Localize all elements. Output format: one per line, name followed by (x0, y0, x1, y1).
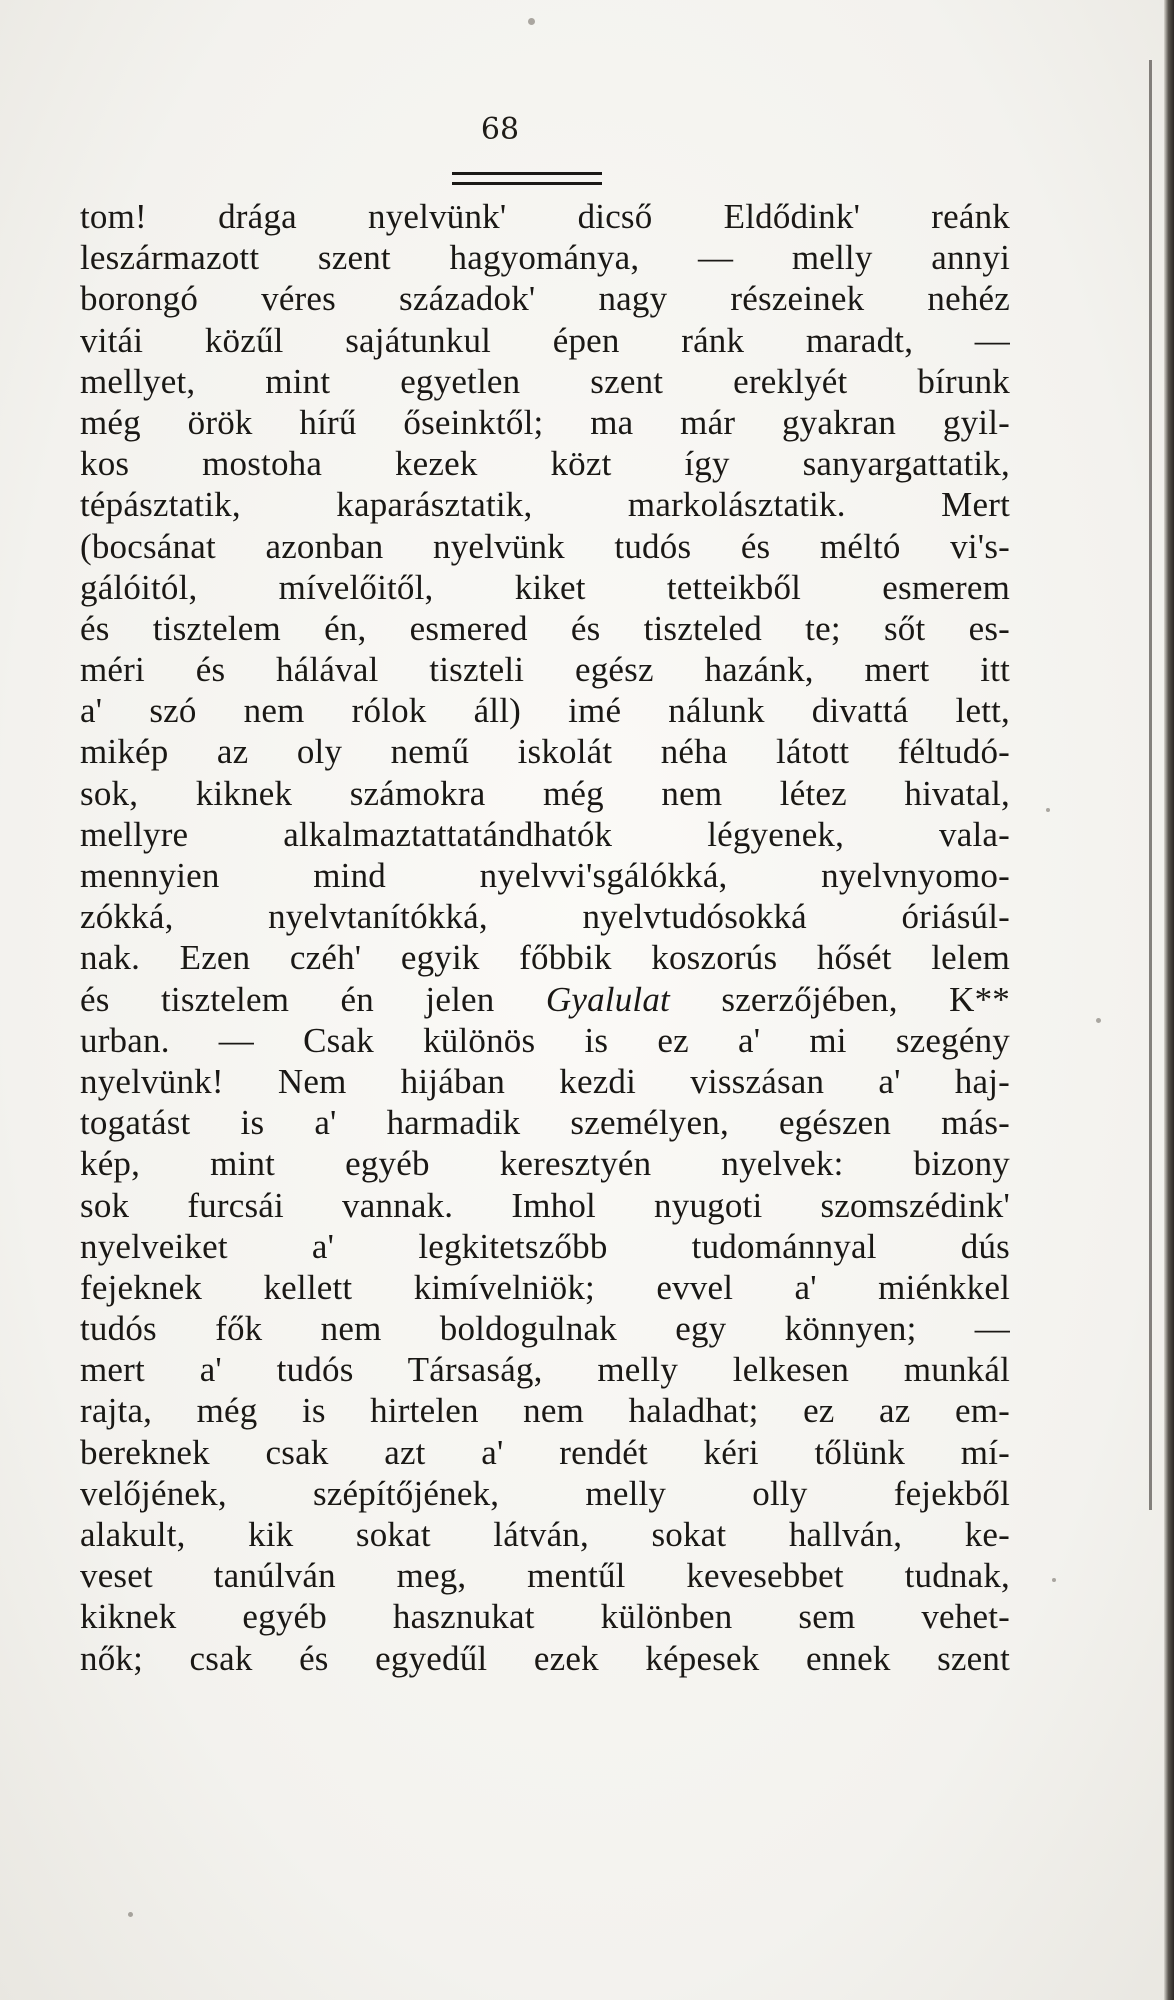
text-line: bereknek csak azt a' rendét kéri tőlünk mí- (80, 1432, 1010, 1472)
page-number: 68 (480, 112, 520, 147)
text-line: és tisztelem én, esmered és tiszteled te; sőt es- (80, 608, 1010, 648)
body-text (80, 196, 1010, 1679)
text-line: (bocsánat azonban nyelvünk tudós és méltó vi's- (80, 526, 1010, 566)
text-line: mikép az oly nemű iskolát néha látott féltudó- (80, 732, 1010, 772)
double-rule-divider (452, 172, 602, 185)
binding-shadow (1149, 60, 1152, 1510)
text-line: vitái közűl sajátunkul épen ránk maradt, — (80, 320, 1010, 360)
paper-speck (128, 1912, 133, 1917)
text-line: gálóitól, mívelőitől, kiket tetteikből esmerem (80, 567, 1010, 607)
text-line: még örök hírű őseinktől; ma már gyakran gyil- (80, 402, 1010, 442)
text-line: tépásztatik, kaparásztatik, markolásztatik. Mert (80, 485, 1010, 525)
text-line-italic-title: és tisztelem én jelen Gyalulat szerzőjében, K** (80, 979, 1010, 1019)
text-line: mellyre alkalmaztattatándhatók légyenek, vala- (80, 814, 1010, 854)
text-line: leszármazott szent hagyománya, — melly annyi (80, 238, 1010, 278)
text-line: rajta, még is hirtelen nem haladhat; ez az em- (80, 1391, 1010, 1431)
text-line: mennyien mind nyelvvi'sgálókká, nyelvnyomo- (80, 856, 1010, 895)
text-line: kép, mint egyéb keresztyén nyelvek: bizony (80, 1144, 1010, 1184)
text-line: kos mostoha kezek közt így sanyargattatik, (80, 444, 1010, 484)
text-line: borongó véres századok' nagy részeinek nehéz (80, 279, 1010, 319)
text-line: nak. Ezen czéh' egyik főbbik koszorús hősét lelem (80, 938, 1010, 978)
text-line: urban. — Csak különös is ez a' mi szegény (80, 1020, 1010, 1060)
paper-speck (1096, 1018, 1101, 1023)
text-line: sok furcsái vannak. Imhol nyugoti szomszédink' (80, 1185, 1010, 1225)
text-line: nők; csak és egyedűl ezek képesek ennek szent (80, 1638, 1010, 1678)
paper-speck (528, 18, 535, 25)
text-line: nyelveiket a' legkitetszőbb tudománnyal dús (80, 1226, 1010, 1266)
text-line: fejeknek kellett kimívelniök; evvel a' miénkkel (80, 1267, 1010, 1307)
text-line: zókká, nyelvtanítókká, nyelvtudósokká óriásúl- (80, 897, 1010, 937)
text-line: mellyet, mint egyetlen szent ereklyét bírunk (80, 361, 1010, 401)
text-line: nyelvünk! Nem hijában kezdi visszásan a' haj- (80, 1061, 1010, 1101)
italic-title: Gyalulat (545, 979, 670, 1019)
text-line: kiknek egyéb hasznukat különben sem vehet- (80, 1597, 1010, 1637)
text-line: a' szó nem rólok áll) imé nálunk divattá lett, (80, 691, 1010, 731)
text-line: velőjének, szépítőjének, melly olly fejekből (80, 1473, 1010, 1513)
paper-speck (1052, 1578, 1056, 1582)
text-line: mert a' tudós Társaság, melly lelkesen munkál (80, 1350, 1010, 1390)
text-line: veset tanúlván meg, mentűl kevesebbet tudnak, (80, 1556, 1010, 1596)
text-line: sok, kiknek számokra még nem létez hivatal, (80, 773, 1010, 813)
text-line: méri és hálával tiszteli egész hazánk, mert itt (80, 650, 1010, 690)
text-line: alakult, kik sokat látván, sokat hallván, ke- (80, 1515, 1010, 1554)
paper-speck (1046, 808, 1050, 812)
text-line: tom! drága nyelvünk' dicső Eldődink' reánk (80, 197, 1010, 236)
text-line: tudós fők nem boldogulnak egy könnyen; — (80, 1309, 1010, 1349)
page-binding-edge (1164, 0, 1174, 2000)
text-line: togatást is a' harmadik személyen, egészen más- (80, 1103, 1010, 1143)
